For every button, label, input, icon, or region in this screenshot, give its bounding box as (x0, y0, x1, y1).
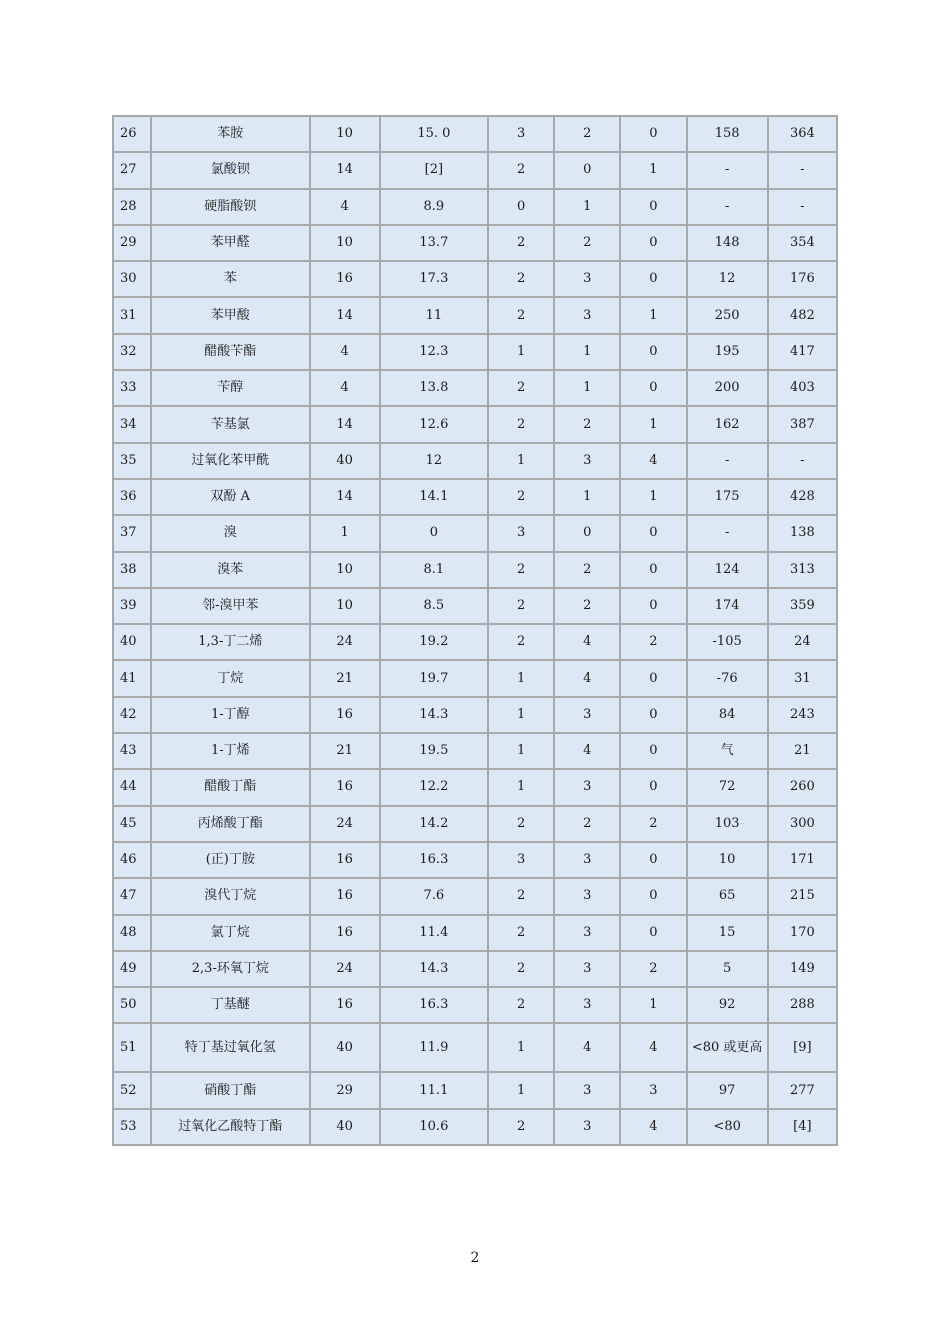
value-cell: - (688, 516, 767, 550)
value-cell: - (688, 190, 767, 224)
row-index-cell: 35 (114, 444, 150, 478)
value-cell: 1 (489, 1024, 553, 1071)
table-row (114, 1024, 836, 1071)
row-index-cell: 36 (114, 480, 150, 514)
substance-name-cell: 氯丁烷 (152, 916, 308, 950)
value-cell: 0 (489, 190, 553, 224)
value-cell: 97 (688, 1073, 767, 1107)
row-index-cell: 44 (114, 770, 150, 804)
row-index-cell: 33 (114, 371, 150, 405)
value-cell: 288 (769, 988, 836, 1022)
table-row (114, 807, 836, 841)
value-cell: 14.3 (381, 952, 487, 986)
value-cell: 0 (621, 770, 685, 804)
value-cell: 24 (769, 625, 836, 659)
value-cell: 10.6 (381, 1110, 487, 1144)
value-cell: 10 (688, 843, 767, 877)
substance-name-cell: 1,3-丁二烯 (152, 625, 308, 659)
row-index-cell: 52 (114, 1073, 150, 1107)
row-index-cell: 32 (114, 335, 150, 369)
value-cell: - (769, 153, 836, 187)
value-cell: 2 (489, 952, 553, 986)
value-cell: 3 (555, 444, 619, 478)
value-cell: <80 或更高 (688, 1024, 767, 1071)
value-cell: 16 (311, 698, 379, 732)
value-cell: 14.1 (381, 480, 487, 514)
substance-name-cell: 丁烷 (152, 661, 308, 695)
value-cell: 10 (311, 553, 379, 587)
value-cell: 1 (489, 661, 553, 695)
value-cell: 1 (489, 1073, 553, 1107)
row-index-cell: 49 (114, 952, 150, 986)
substance-name-cell: 特丁基过氧化氢 (152, 1024, 308, 1071)
value-cell: 260 (769, 770, 836, 804)
value-cell: 1 (555, 190, 619, 224)
value-cell: 2 (489, 589, 553, 623)
value-cell: 65 (688, 879, 767, 913)
table-row (114, 480, 836, 514)
value-cell: 4 (311, 190, 379, 224)
value-cell: 2 (489, 226, 553, 260)
value-cell: 14 (311, 298, 379, 332)
value-cell: 300 (769, 807, 836, 841)
value-cell: - (769, 444, 836, 478)
value-cell: 2 (489, 625, 553, 659)
value-cell: 0 (621, 916, 685, 950)
value-cell: 1 (489, 444, 553, 478)
value-cell: 14 (311, 480, 379, 514)
row-index-cell: 47 (114, 879, 150, 913)
row-index-cell: 27 (114, 153, 150, 187)
value-cell: 19.7 (381, 661, 487, 695)
substance-name-cell: 溴 (152, 516, 308, 550)
value-cell: 482 (769, 298, 836, 332)
value-cell: 3 (489, 117, 553, 151)
value-cell: 3 (555, 298, 619, 332)
table-row (114, 916, 836, 950)
value-cell: [4] (769, 1110, 836, 1144)
value-cell: 2 (489, 553, 553, 587)
value-cell: 10 (311, 117, 379, 151)
value-cell: 1 (621, 153, 685, 187)
table-row (114, 226, 836, 260)
table-row (114, 589, 836, 623)
value-cell: 1 (621, 988, 685, 1022)
value-cell: 0 (381, 516, 487, 550)
value-cell: 2 (489, 262, 553, 296)
value-cell: 4 (621, 1024, 685, 1071)
value-cell: 1 (621, 407, 685, 441)
value-cell: 148 (688, 226, 767, 260)
value-cell: 11.1 (381, 1073, 487, 1107)
value-cell: 174 (688, 589, 767, 623)
value-cell: 21 (311, 734, 379, 768)
value-cell: 1 (555, 480, 619, 514)
value-cell: 200 (688, 371, 767, 405)
value-cell: 428 (769, 480, 836, 514)
value-cell: 0 (621, 117, 685, 151)
table-row (114, 335, 836, 369)
row-index-cell: 29 (114, 226, 150, 260)
value-cell: 3 (489, 843, 553, 877)
value-cell: 1 (489, 734, 553, 768)
value-cell: 170 (769, 916, 836, 950)
value-cell: 2 (555, 407, 619, 441)
table-row (114, 298, 836, 332)
value-cell: 313 (769, 553, 836, 587)
value-cell: 0 (621, 843, 685, 877)
substance-name-cell: 溴代丁烷 (152, 879, 308, 913)
value-cell: 92 (688, 988, 767, 1022)
substance-name-cell: 丙烯酸丁酯 (152, 807, 308, 841)
value-cell: 16 (311, 988, 379, 1022)
substance-name-cell: 2,3-环氧丁烷 (152, 952, 308, 986)
value-cell: 2 (489, 371, 553, 405)
value-cell: 2 (555, 553, 619, 587)
value-cell: 4 (555, 625, 619, 659)
value-cell: 0 (621, 335, 685, 369)
value-cell: 3 (555, 1110, 619, 1144)
value-cell: 3 (555, 879, 619, 913)
substance-name-cell: 双酚 A (152, 480, 308, 514)
row-index-cell: 42 (114, 698, 150, 732)
substance-name-cell: 1-丁醇 (152, 698, 308, 732)
value-cell: 0 (621, 190, 685, 224)
value-cell: 17.3 (381, 262, 487, 296)
row-index-cell: 26 (114, 117, 150, 151)
substance-name-cell: 苯甲酸 (152, 298, 308, 332)
value-cell: 2 (489, 879, 553, 913)
substance-name-cell: 溴苯 (152, 553, 308, 587)
substance-name-cell: 苯 (152, 262, 308, 296)
substance-name-cell: 过氧化乙酸特丁酯 (152, 1110, 308, 1144)
value-cell: 40 (311, 1024, 379, 1071)
table-row (114, 153, 836, 187)
page-number: 2 (470, 1250, 480, 1266)
value-cell: 13.7 (381, 226, 487, 260)
value-cell: 21 (311, 661, 379, 695)
value-cell: 0 (621, 262, 685, 296)
value-cell: 16 (311, 262, 379, 296)
value-cell: 24 (311, 625, 379, 659)
row-index-cell: 45 (114, 807, 150, 841)
value-cell: 103 (688, 807, 767, 841)
value-cell: 2 (555, 589, 619, 623)
value-cell: -105 (688, 625, 767, 659)
value-cell: 16 (311, 879, 379, 913)
value-cell: 1 (489, 698, 553, 732)
value-cell: 1 (555, 371, 619, 405)
value-cell: 12 (381, 444, 487, 478)
value-cell: - (688, 153, 767, 187)
value-cell: 4 (311, 371, 379, 405)
value-cell: 3 (555, 843, 619, 877)
value-cell: 14 (311, 153, 379, 187)
value-cell: 162 (688, 407, 767, 441)
value-cell: 2 (621, 625, 685, 659)
table-row (114, 661, 836, 695)
value-cell: 12 (688, 262, 767, 296)
value-cell: 16.3 (381, 988, 487, 1022)
value-cell: 0 (555, 153, 619, 187)
table-body (114, 117, 836, 1144)
value-cell: 3 (489, 516, 553, 550)
substance-name-cell: 醋酸丁酯 (152, 770, 308, 804)
value-cell: 2 (621, 807, 685, 841)
data-table-container (112, 115, 838, 1146)
value-cell: 2 (489, 153, 553, 187)
value-cell: 0 (621, 371, 685, 405)
table-row (114, 770, 836, 804)
value-cell: 3 (555, 262, 619, 296)
value-cell: 8.9 (381, 190, 487, 224)
value-cell: <80 (688, 1110, 767, 1144)
table-row (114, 371, 836, 405)
table-row (114, 444, 836, 478)
value-cell: 72 (688, 770, 767, 804)
value-cell: 15. 0 (381, 117, 487, 151)
value-cell: 2 (555, 226, 619, 260)
value-cell: -76 (688, 661, 767, 695)
value-cell: 13.8 (381, 371, 487, 405)
value-cell: 40 (311, 444, 379, 478)
value-cell: 158 (688, 117, 767, 151)
value-cell: 29 (311, 1073, 379, 1107)
value-cell: 417 (769, 335, 836, 369)
substance-name-cell: 过氧化苯甲酰 (152, 444, 308, 478)
value-cell: 277 (769, 1073, 836, 1107)
value-cell: 5 (688, 952, 767, 986)
value-cell: 11.4 (381, 916, 487, 950)
value-cell: 176 (769, 262, 836, 296)
value-cell: [9] (769, 1024, 836, 1071)
value-cell: 1 (621, 298, 685, 332)
value-cell: 8.1 (381, 553, 487, 587)
value-cell: 354 (769, 226, 836, 260)
table-row (114, 117, 836, 151)
value-cell: 40 (311, 1110, 379, 1144)
value-cell: 3 (621, 1073, 685, 1107)
value-cell: 10 (311, 226, 379, 260)
value-cell: 2 (489, 407, 553, 441)
value-cell: 149 (769, 952, 836, 986)
value-cell: 0 (621, 734, 685, 768)
row-index-cell: 41 (114, 661, 150, 695)
value-cell: 14.3 (381, 698, 487, 732)
value-cell: 16 (311, 770, 379, 804)
value-cell: 0 (621, 661, 685, 695)
table-row (114, 734, 836, 768)
value-cell: 2 (555, 807, 619, 841)
value-cell: 16 (311, 843, 379, 877)
table-row (114, 988, 836, 1022)
substance-name-cell: 硝酸丁酯 (152, 1073, 308, 1107)
value-cell: 0 (621, 553, 685, 587)
row-index-cell: 34 (114, 407, 150, 441)
value-cell: 3 (555, 916, 619, 950)
value-cell: 2 (489, 298, 553, 332)
table-row (114, 516, 836, 550)
value-cell: 2 (489, 1110, 553, 1144)
value-cell: 1 (489, 770, 553, 804)
table-row (114, 698, 836, 732)
value-cell: 195 (688, 335, 767, 369)
value-cell: - (769, 190, 836, 224)
value-cell: 2 (489, 916, 553, 950)
table-row (114, 407, 836, 441)
value-cell: 138 (769, 516, 836, 550)
table-row (114, 843, 836, 877)
value-cell: 1 (555, 335, 619, 369)
value-cell: 4 (555, 734, 619, 768)
value-cell: 0 (621, 226, 685, 260)
row-index-cell: 28 (114, 190, 150, 224)
value-cell: 11.9 (381, 1024, 487, 1071)
value-cell: 1 (311, 516, 379, 550)
substance-name-cell: 醋酸苄酯 (152, 335, 308, 369)
value-cell: 31 (769, 661, 836, 695)
value-cell: 24 (311, 952, 379, 986)
value-cell: 84 (688, 698, 767, 732)
value-cell: - (688, 444, 767, 478)
value-cell: 11 (381, 298, 487, 332)
value-cell: 250 (688, 298, 767, 332)
row-index-cell: 40 (114, 625, 150, 659)
row-index-cell: 48 (114, 916, 150, 950)
value-cell: 0 (621, 589, 685, 623)
row-index-cell: 37 (114, 516, 150, 550)
substance-name-cell: 苯胺 (152, 117, 308, 151)
table-row (114, 190, 836, 224)
chemical-data-table (112, 115, 838, 1146)
value-cell: 4 (621, 444, 685, 478)
value-cell: 3 (555, 952, 619, 986)
substance-name-cell: 1-丁烯 (152, 734, 308, 768)
value-cell: 243 (769, 698, 836, 732)
value-cell: 359 (769, 589, 836, 623)
value-cell: 175 (688, 480, 767, 514)
substance-name-cell: 硬脂酸钡 (152, 190, 308, 224)
row-index-cell: 50 (114, 988, 150, 1022)
substance-name-cell: 苄醇 (152, 371, 308, 405)
table-row (114, 625, 836, 659)
value-cell: 12.2 (381, 770, 487, 804)
value-cell: 2 (489, 480, 553, 514)
value-cell: 16 (311, 916, 379, 950)
row-index-cell: 39 (114, 589, 150, 623)
value-cell: 2 (555, 117, 619, 151)
value-cell: 12.6 (381, 407, 487, 441)
table-row (114, 1073, 836, 1107)
value-cell: 2 (621, 952, 685, 986)
value-cell: 1 (489, 335, 553, 369)
value-cell: 2 (489, 807, 553, 841)
value-cell: 气 (688, 734, 767, 768)
row-index-cell: 38 (114, 553, 150, 587)
row-index-cell: 53 (114, 1110, 150, 1144)
value-cell: 16.3 (381, 843, 487, 877)
value-cell: 387 (769, 407, 836, 441)
substance-name-cell: (正)丁胺 (152, 843, 308, 877)
value-cell: 15 (688, 916, 767, 950)
value-cell: 3 (555, 988, 619, 1022)
value-cell: 4 (555, 661, 619, 695)
value-cell: 171 (769, 843, 836, 877)
value-cell: 19.5 (381, 734, 487, 768)
row-index-cell: 30 (114, 262, 150, 296)
substance-name-cell: 苯甲醛 (152, 226, 308, 260)
value-cell: 2 (489, 988, 553, 1022)
table-row (114, 262, 836, 296)
row-index-cell: 43 (114, 734, 150, 768)
value-cell: 3 (555, 1073, 619, 1107)
value-cell: 403 (769, 371, 836, 405)
table-row (114, 952, 836, 986)
value-cell: 19.2 (381, 625, 487, 659)
value-cell: 4 (621, 1110, 685, 1144)
value-cell: 1 (621, 480, 685, 514)
value-cell: 4 (311, 335, 379, 369)
substance-name-cell: 邻-溴甲苯 (152, 589, 308, 623)
substance-name-cell: 氯酸钡 (152, 153, 308, 187)
value-cell: 0 (555, 516, 619, 550)
value-cell: 0 (621, 516, 685, 550)
substance-name-cell: 丁基醚 (152, 988, 308, 1022)
substance-name-cell: 苄基氯 (152, 407, 308, 441)
value-cell: 3 (555, 698, 619, 732)
value-cell: 14 (311, 407, 379, 441)
value-cell: 0 (621, 879, 685, 913)
value-cell: 12.3 (381, 335, 487, 369)
row-index-cell: 51 (114, 1024, 150, 1071)
value-cell: 8.5 (381, 589, 487, 623)
value-cell: 7.6 (381, 879, 487, 913)
table-row (114, 879, 836, 913)
value-cell: 124 (688, 553, 767, 587)
value-cell: 215 (769, 879, 836, 913)
row-index-cell: 31 (114, 298, 150, 332)
value-cell: 24 (311, 807, 379, 841)
value-cell: 364 (769, 117, 836, 151)
table-row (114, 553, 836, 587)
value-cell: 14.2 (381, 807, 487, 841)
value-cell: 4 (555, 1024, 619, 1071)
value-cell: 3 (555, 770, 619, 804)
value-cell: [2] (381, 153, 487, 187)
value-cell: 21 (769, 734, 836, 768)
value-cell: 0 (621, 698, 685, 732)
row-index-cell: 46 (114, 843, 150, 877)
value-cell: 10 (311, 589, 379, 623)
table-row (114, 1110, 836, 1144)
